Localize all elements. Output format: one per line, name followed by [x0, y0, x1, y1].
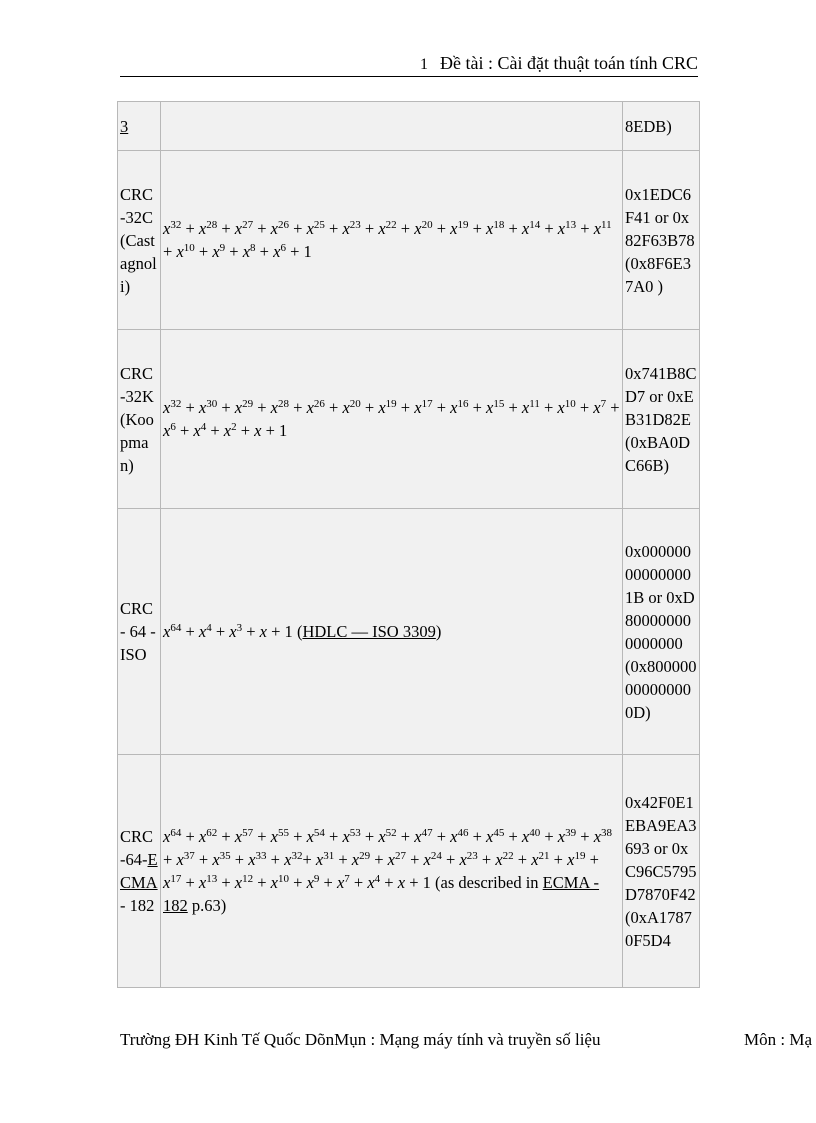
ecma-link[interactable]: ECMA [120, 850, 158, 892]
crc-code: 8EDB) [625, 116, 672, 136]
page-header [120, 50, 698, 77]
table-row [118, 509, 700, 755]
ecma-182-link[interactable]: ECMA - 182 [163, 873, 600, 915]
crc-name-cell [118, 151, 161, 330]
poly-note-suffix: p.63) [191, 896, 227, 915]
polynomial: $x^{32} + x^{30} + x^{29} + x^{28} + x^{26} + x^{20} + x^{19} + x^{17} + x^{16} + x^{15} + x^{11} + x^{10} + x^7 + x^6 + x^4 + x^2 + x + 1$ [163, 398, 620, 440]
crc-code: 0x000000000000001B or 0xD800000000000000 (0x800000000000000D) [625, 541, 697, 722]
crc-name-suffix: - 182 [120, 896, 155, 915]
crc-name-cell [118, 102, 161, 151]
polynomial-cell: $x^{64} + x^4 + x^3 + x + 1$ (HDLC — ISO 3309) [161, 509, 623, 755]
code-cell [623, 330, 700, 509]
polynomial: $x^{64} + x^{62} + x^{57} + x^{55} + x^{54} + x^{53} + x^{52} + x^{47} + x^{46} + x^{45} + x^{40} + x^{39} + x^{38} + x^{37} + x^{35} + x^{33} + x^{32}+ x^{31} + x^{29} + x^{27} + x^{24} + x^{23} + x^{22} + x^{21} + x^{19} + x^{17} + x^{13} + x^{12} + x^{10} + x^9 + x^7 + x^4$ + x + 1 [163, 827, 613, 892]
polynomial-cell [161, 755, 623, 988]
document-title: Đề tài : Cài đặt thuật toán tính CRC [440, 53, 698, 73]
code-cell [623, 151, 700, 330]
code-cell [623, 755, 700, 988]
crc-name-cell [118, 509, 161, 755]
code-cell [623, 102, 700, 151]
polynomial-cell [161, 102, 623, 151]
hdlc-iso-link[interactable]: HDLC — ISO 3309 [302, 622, 436, 641]
crc-name-prefix: CRC-64- [120, 827, 154, 869]
crc-name: CRC - 64 - ISO [120, 599, 156, 664]
footer-left: Trường ĐH Kinh Tế Quốc DõnMụn : Mạng máy tính và truyền số liệu [120, 1030, 601, 1049]
page-footer [120, 1030, 816, 1050]
crc-code: 0x1EDC6F41 or 0x82F63B78 (0x8F6E37A0 ) [625, 184, 695, 296]
table-row [118, 755, 700, 988]
crc-name: CRC-32C (Castagnoli) [120, 184, 157, 296]
table-row [118, 330, 700, 509]
polynomial: $x^{32} + x^{28} + x^{27} + x^{26} + x^{25} + x^{23} + x^{22} + x^{20} + x^{19} + x^{18} + x^{14} + x^{13} + x^{11} + x^{10} + x^9 + x^8 + x^6 + 1$ [163, 219, 612, 261]
crc-name-cell [118, 755, 161, 988]
polynomial-cell [161, 151, 623, 330]
table-row [118, 151, 700, 330]
poly-note-prefix: (as described in [435, 873, 539, 892]
crc-name[interactable]: 3 [120, 116, 129, 136]
footer-right: Môn : Mạ [744, 1030, 812, 1049]
crc-code: 0x42F0E1EBA9EA3693 or 0xC96C5795D7870F42 (0xA17870F5D4 [625, 792, 697, 950]
crc-code: 0x741B8CD7 or 0xEB31D82E (0xBA0DC66B) [625, 363, 697, 475]
polynomial: $x^{64} + x^4 + x^3 + x + 1$ [163, 622, 293, 641]
crc-name: CRC-32K (Koopman) [120, 363, 154, 475]
code-cell [623, 509, 700, 755]
polynomial-cell [161, 330, 623, 509]
page-number: 1 [420, 56, 429, 73]
table-row [118, 102, 700, 151]
crc-name [120, 825, 158, 917]
crc-name-cell [118, 330, 161, 509]
crc-table [117, 101, 700, 988]
